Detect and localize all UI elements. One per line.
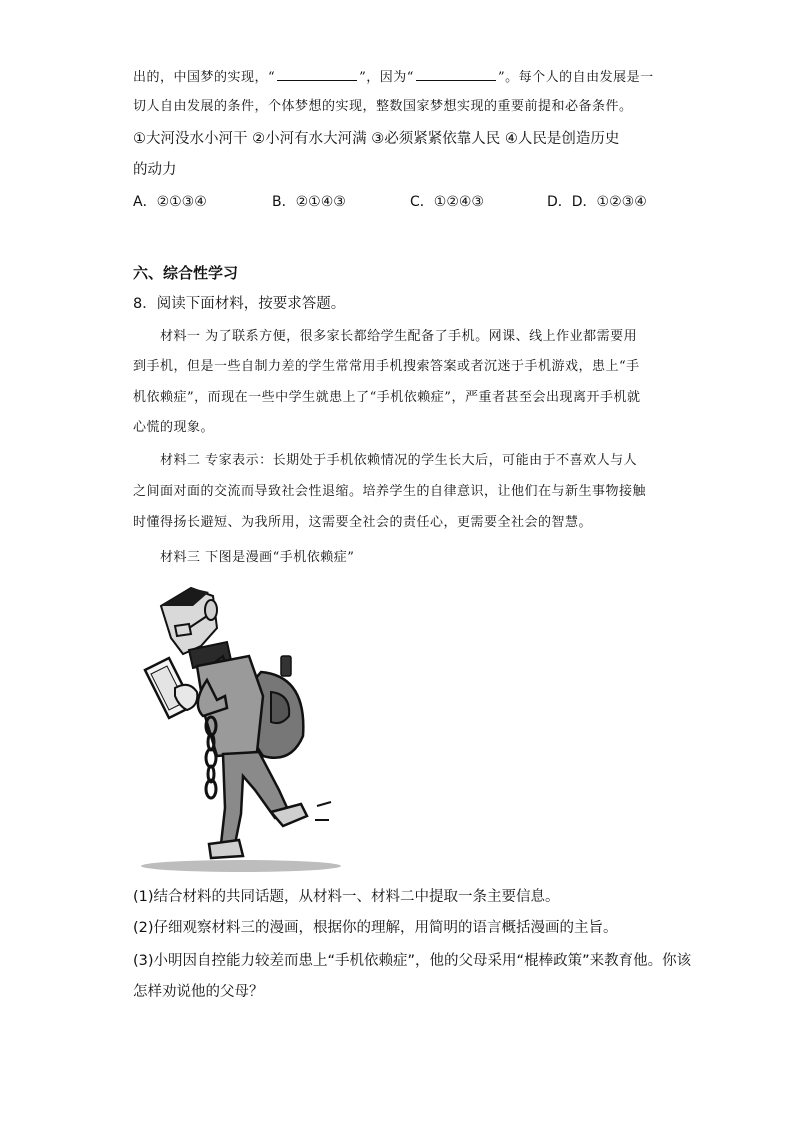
- q7-option-a[interactable]: A．②①③④: [133, 194, 207, 210]
- motion-lines: [315, 802, 331, 820]
- sub-question-2: (2)仔细观察材料三的漫画，根据你的理解，用简明的语言概括漫画的主旨。: [133, 920, 618, 936]
- sub-question-3-line-1: (3)小明因自控能力较差而患上“手机依赖症”，他的父母采用“棍棒政策”来教育他。你该: [133, 953, 692, 969]
- q7-line1-part-a: 出的，中国梦的实现，“: [133, 70, 276, 85]
- section-title: 六、综合性学习: [133, 264, 239, 282]
- material-2-line-2: 之间面对面的交流而导致社会性退缩。培养学生的自律意识，让他们在与新生事物接触: [133, 484, 647, 499]
- q7-option-b[interactable]: B．②①④③: [272, 194, 346, 210]
- answer-blank-2[interactable]: [416, 66, 496, 81]
- answer-blank-1[interactable]: [277, 66, 357, 81]
- sub-question-3-line-2: 怎样劝说他的父母？: [133, 984, 264, 1000]
- q7-line1-part-b: ”，因为“: [359, 70, 414, 85]
- q8-stem: 8．阅读下面材料，按要求答题。: [133, 296, 346, 312]
- q7-line-2: 切人自由发展的条件，个体梦想的实现，整数国家梦想实现的重要前提和必备条件。: [133, 99, 633, 114]
- sub-question-1: (1)结合材料的共同话题，从材料一、材料二中提取一条主要信息。: [133, 889, 560, 905]
- material-1-line-1: 材料一 为了联系方便，很多家长都给学生配备了手机。网课、线上作业都需要用: [160, 329, 638, 344]
- ground-shadow: [141, 860, 341, 872]
- material-1-line-3: 机依赖症”，而现在一些中学生就患上了“手机依赖症”，严重者甚至会出现离开手机就: [133, 390, 641, 405]
- q7-statements-line-2: 的动力: [133, 162, 177, 178]
- material-1-line-4: 心慌的现象。: [133, 420, 215, 435]
- q7-line1-part-c: ”。每个人的自由发展是一: [497, 70, 654, 85]
- shoe-front: [209, 840, 243, 858]
- legs: [221, 752, 289, 844]
- material-2-line-3: 时懂得扬长避短、为我所用，这需要全社会的责任心，更需要全社会的智慧。: [133, 515, 593, 530]
- q7-line-1: [133, 66, 654, 88]
- material-1-line-2: 到手机，但是一些自制力差的学生常常用手机搜索答案或者沉迷于手机游戏，患上“手: [133, 359, 640, 374]
- material-3-caption: 材料三 下图是漫画“手机依赖症”: [160, 550, 355, 565]
- material-2-line-1: 材料二 专家表示：长期处于手机依赖情况的学生长大后，可能由于不喜欢人与人: [160, 453, 638, 468]
- q7-option-c[interactable]: C．①②④③: [410, 194, 484, 210]
- q7-option-d[interactable]: D．D．①②③④: [547, 194, 647, 210]
- phone-addiction-cartoon: [131, 576, 345, 876]
- q7-statements-line-1: ①大河没水小河干 ②小河有水大河满 ③必须紧紧依靠人民 ④人民是创造历史: [133, 131, 620, 147]
